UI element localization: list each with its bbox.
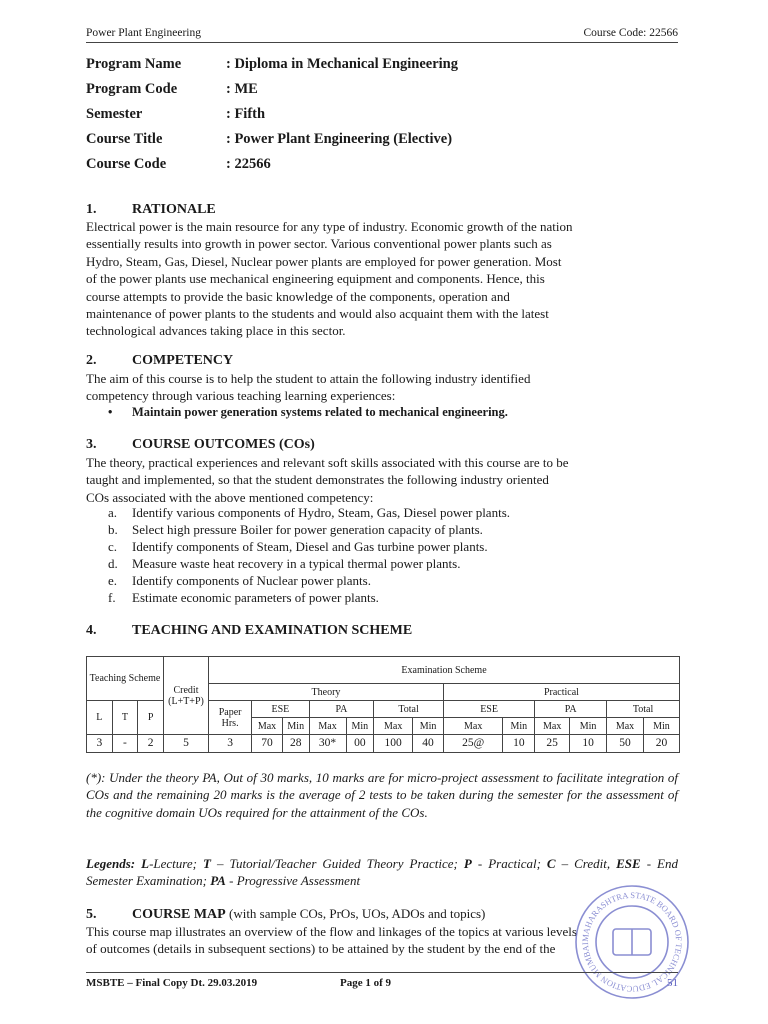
seal-lettering-path: MAHARASHTRA STATE BOARD OF TECHNICAL EDUCATION MUMBAI (579, 889, 685, 995)
header-min: Min (413, 718, 444, 735)
header-min: Min (503, 718, 535, 735)
info-value: : 22566 (226, 156, 271, 172)
list-text: Identify components of Steam, Diesel and Gas turbine power plants. (132, 539, 488, 554)
header-max: Max (252, 718, 283, 735)
table-cell: 70 (252, 735, 283, 753)
competency-paragraph (86, 370, 678, 405)
header-t: T (112, 701, 138, 735)
header-min: Min (643, 718, 679, 735)
header-practical-total: Total (607, 701, 680, 718)
section-heading-rationale (86, 202, 216, 218)
bullet-text: Maintain power generation systems related to mechanical engineering. (132, 405, 508, 419)
text-line: The aim of this course is to help the student to attain the following industry identified (86, 371, 531, 386)
table-cell: 00 (346, 735, 374, 753)
legend-key: C (546, 856, 556, 871)
legend-key: T (202, 856, 211, 871)
bullet-dot-icon: • (108, 405, 113, 419)
course-outcomes-paragraph (86, 454, 678, 506)
info-label: Program Name (86, 56, 182, 72)
legend-desc: - Practical; (471, 856, 547, 871)
list-text: Identify components of Nuclear power plants. (132, 573, 371, 588)
section-heading-course-map (86, 906, 485, 923)
header-practical: Practical (443, 684, 679, 701)
legend-desc: – Tutorial/Teacher Guided Theory Practice; (210, 856, 464, 871)
footer-page-number: Page 1 of 9 (340, 977, 392, 989)
page-header (86, 24, 678, 43)
text-line: technological advances taking place in this sector. (86, 323, 346, 339)
page-footer (86, 972, 678, 991)
header-max: Max (607, 718, 644, 735)
info-label: Program Code (86, 81, 178, 97)
section-heading-teaching-scheme (86, 623, 412, 639)
table-cell: 20 (643, 735, 679, 753)
section-heading-competency (86, 353, 233, 369)
section-number: 5. (86, 907, 97, 922)
header-min: Min (570, 718, 607, 735)
header-max: Max (309, 718, 346, 735)
info-value: : Diploma in Mechanical Engineering (226, 56, 458, 72)
course-outcomes-list (108, 504, 668, 606)
header-theory-ese: ESE (252, 701, 309, 718)
text-line: of the power plants use mechanical engineering equipment and components. Hence, this (86, 271, 545, 287)
list-marker: e. (108, 573, 118, 588)
legend-key: ESE (616, 856, 641, 871)
list-text: Identify various components of Hydro, Steam, Gas, Diesel power plants. (132, 505, 511, 520)
legend-key: P (463, 856, 472, 871)
table-cell: 25@ (443, 735, 503, 753)
list-item (108, 555, 668, 572)
info-value: : ME (226, 81, 258, 97)
text-line: This course map illustrates an overview of the flow and linkages of the topics at various levels (86, 924, 577, 939)
info-row (86, 81, 686, 106)
text-line: essentially results into growth in power sector. Various conventional power plants such as (86, 236, 552, 252)
table-cell: 28 (282, 735, 309, 753)
teaching-examination-table (86, 656, 680, 753)
header-max: Max (374, 718, 413, 735)
table-cell: 50 (607, 735, 644, 753)
text-line: maintenance of power plants to the students and would also acquaint them with the latest (86, 306, 549, 322)
info-row (86, 156, 686, 181)
header-theory-pa: PA (309, 701, 374, 718)
table-cell: 3 (209, 735, 252, 753)
legend-desc: - End Semester Examination; (86, 856, 678, 889)
info-label: Course Title (86, 131, 163, 147)
list-text: Estimate economic parameters of power plants. (132, 590, 379, 605)
table-cell: 25 (535, 735, 570, 753)
text-line: course attempts to provide the basic knowledge of the components, operation and (86, 288, 510, 304)
section-title: COURSE OUTCOMES (COs) (132, 437, 315, 452)
header-examination-scheme: Examination Scheme (209, 657, 680, 684)
list-text: Measure waste heat recovery in a typical thermal power plants. (132, 556, 461, 571)
section-number: 1. (86, 202, 97, 217)
table-cell: - (112, 735, 138, 753)
section-title: COMPETENCY (132, 353, 234, 368)
info-value: : Fifth (226, 106, 266, 122)
header-l: L (87, 701, 113, 735)
section-number: 2. (86, 353, 97, 368)
text-line: of outcomes (details in subsequent sections) to be attained by the student by the end of the (86, 941, 556, 957)
table-cell: 40 (413, 735, 444, 753)
legend-desc: -Lecture; (149, 856, 203, 871)
list-marker: b. (108, 522, 118, 537)
list-marker: c. (108, 539, 118, 554)
list-text: Select high pressure Boiler for power generation capacity of plants. (132, 522, 483, 537)
header-course-code: Course Code: 22566 (583, 27, 678, 39)
header-min: Min (346, 718, 374, 735)
header-credit: Credit (L+T+P) (163, 657, 208, 735)
header-paper-hrs: Paper Hrs. (209, 701, 252, 735)
pa-note: (*): Under the theory PA, Out of 30 marks, 10 marks are for micro-project assessment to facilitate integration of COs and the remaining 20 marks is the average of 2 tests to be taken during the semester for the assessment of the cognitive domain UOs required for the attainment of the COs. (86, 770, 678, 820)
list-item (108, 538, 668, 555)
header-min: Min (282, 718, 309, 735)
section-title: TEACHING AND EXAMINATION SCHEME (132, 623, 413, 638)
info-row (86, 106, 686, 131)
legend-desc: - Progressive Assessment (225, 873, 361, 889)
header-max: Max (443, 718, 503, 735)
legend-key: PA (210, 873, 226, 889)
legend-desc: – Credit, (555, 856, 611, 871)
list-marker: d. (108, 556, 118, 571)
table-cell: 10 (570, 735, 607, 753)
table-cell: 30* (309, 735, 346, 753)
table-cell: 2 (138, 735, 164, 753)
section-number: 4. (86, 623, 97, 638)
table-cell: 10 (503, 735, 535, 753)
text-line: taught and implemented, so that the student demonstrates the following industry oriented (86, 472, 549, 488)
table-cell: 3 (87, 735, 113, 753)
list-item (108, 572, 668, 589)
text-line: Hydro, Steam, Gas, Diesel, Nuclear power plants are employed for power generation. Most (86, 253, 562, 269)
table-cell: 5 (163, 735, 208, 753)
course-info (86, 56, 686, 181)
header-practical-ese: ESE (443, 701, 534, 718)
text-line: COs associated with the above mentioned competency: (86, 489, 374, 505)
competency-bullet (108, 405, 508, 420)
info-row (86, 131, 686, 156)
table-cell: 100 (374, 735, 413, 753)
header-course-name: Power Plant Engineering (86, 27, 201, 39)
list-item (108, 589, 668, 606)
info-label: Course Code (86, 156, 167, 172)
list-item (108, 521, 668, 538)
section-title: RATIONALE (132, 202, 216, 217)
info-value: : Power Plant Engineering (Elective) (226, 131, 453, 147)
header-teaching-scheme: Teaching Scheme (87, 657, 164, 701)
section-title-suffix: (with sample COs, PrOs, UOs, ADOs and topics) (225, 906, 486, 921)
header-practical-pa: PA (535, 701, 607, 718)
header-p: P (138, 701, 164, 735)
info-label: Semester (86, 106, 143, 122)
header-theory-total: Total (374, 701, 444, 718)
legend-label: Legends: (86, 856, 136, 871)
list-marker: f. (108, 590, 116, 605)
text-line: Electrical power is the main resource for any type of industry. Economic growth of the nation (86, 219, 573, 234)
rationale-paragraph (86, 218, 678, 340)
text-line: competency through various teaching learning experiences: (86, 388, 396, 404)
section-number: 3. (86, 437, 97, 452)
table-row (87, 735, 680, 753)
header-max: Max (535, 718, 570, 735)
text-line: The theory, practical experiences and relevant soft skills associated with this course are to be (86, 455, 569, 470)
footer-stamp-number: 51 (667, 977, 678, 989)
header-theory: Theory (209, 684, 444, 701)
list-marker: a. (108, 505, 118, 520)
list-item (108, 504, 668, 521)
section-title: COURSE MAP (132, 907, 226, 922)
footer-copy-date: MSBTE – Final Copy Dt. 29.03.2019 (86, 977, 258, 989)
info-row (86, 56, 686, 81)
section-heading-course-outcomes (86, 437, 315, 453)
legend-key: L (141, 856, 150, 871)
